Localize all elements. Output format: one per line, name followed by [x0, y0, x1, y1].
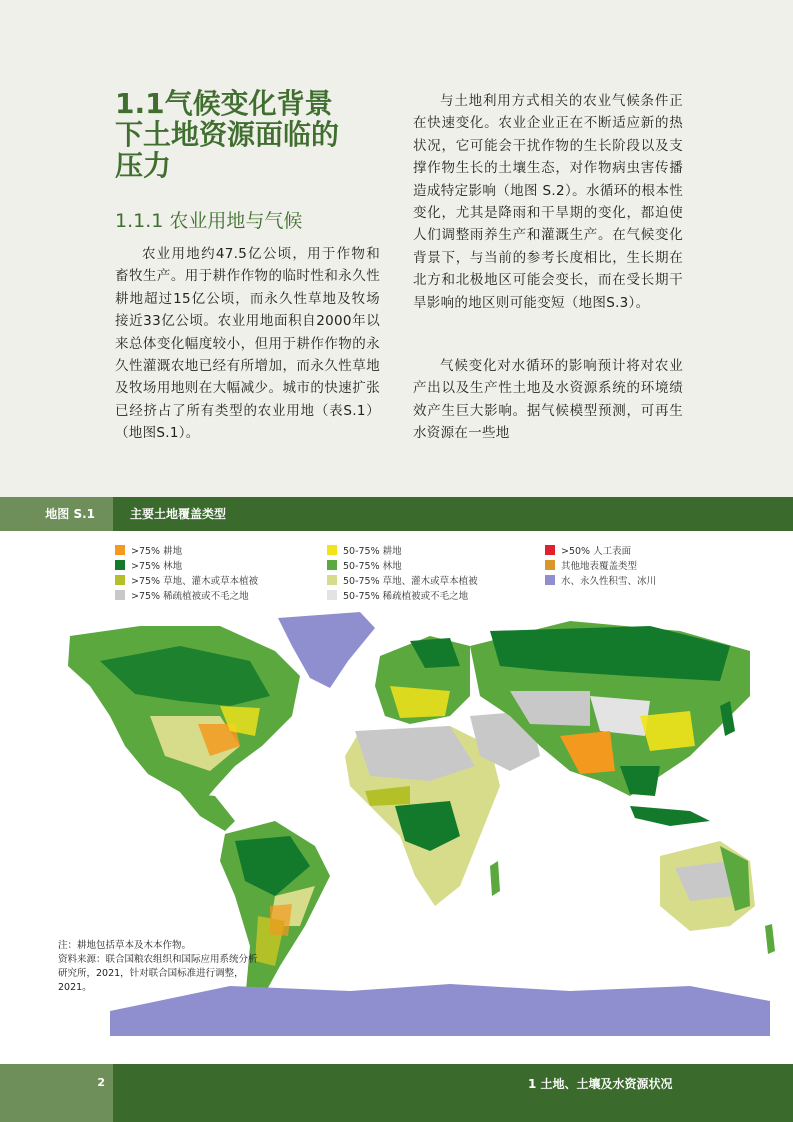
- legend-item: [327, 575, 478, 589]
- legend-label: >50% 人工表面: [561, 546, 632, 557]
- legend-swatch: [115, 575, 125, 585]
- legend-label: 50-75% 耕地: [343, 546, 402, 557]
- legend-item: [115, 590, 249, 604]
- paragraph-agricultural-land: 农业用地约47.5亿公顷，用于作物和畜牧生产。用于耕作作物的临时性和永久性耕地超过15亿公顷，而永久性草地及牧场接近33亿公顷。农业用地面积自2000年以来总体变化幅度较小，但用于耕作作物的永久性灌溉农地已经有所增加，而永久性草地及牧场用地则在大幅减少。城市的快速扩张已经挤占了所有类型的农业用地（表S.1）（地图S.1）。: [115, 246, 380, 442]
- legend-item: [327, 560, 402, 574]
- legend-swatch: [327, 575, 337, 585]
- legend-swatch: [545, 545, 555, 555]
- legend-swatch: [327, 560, 337, 570]
- text-section: [0, 0, 793, 497]
- legend-label: 其他地表覆盖类型: [561, 561, 638, 572]
- legend-item: [545, 560, 637, 574]
- legend-label: 50-75% 草地、灌木或草本植被: [343, 576, 478, 587]
- legend-label: >75% 草地、灌木或草本植被: [131, 576, 259, 587]
- legend-swatch: [327, 545, 337, 555]
- subsection-heading: 1.1.1 农业用地与气候: [115, 210, 303, 232]
- legend-swatch: [545, 560, 555, 570]
- paragraph-agroclimate: 与土地利用方式相关的农业气候条件正在快速变化。农业企业正在不断适应新的热状况，它可能会干扰作物的生长阶段以及支撑作物生长的土壤生态，对作物病虫害传播造成特定影响（地图 S.2）。水循环的根本性变化，尤其是降雨和干旱期的变化，都迫使人们调整雨养生产和灌溉生产。在气候变化背景下，与当前的参考长度相比，生长期在北方和北极地区可能会变长，而在受长期干旱影响的地区则可能变短（地图S.3）。: [413, 93, 683, 311]
- legend-item: [115, 560, 182, 574]
- legend-label: >75% 耕地: [131, 546, 183, 557]
- legend-label: 水、永久性积雪、冰川: [561, 576, 657, 587]
- map-title: 主要土地覆盖类型: [130, 507, 227, 521]
- chapter-title: 1 土地、土壤及水资源状况: [528, 1077, 673, 1091]
- legend-item: [545, 575, 656, 589]
- legend-item: [115, 575, 258, 589]
- legend-label: >75% 稀疏植被或不毛之地: [131, 591, 249, 602]
- legend-label: >75% 林地: [131, 561, 183, 572]
- legend-item: [327, 545, 402, 559]
- legend-swatch: [545, 575, 555, 585]
- paragraph-water-cycle: 气候变化对水循环的影响预计将对农业产出以及生产性土地及水资源系统的环境绩效产生巨大影响。据气候模型预测，可再生水资源在一些地: [413, 358, 683, 442]
- legend-swatch: [115, 590, 125, 600]
- map-note: 注：耕地包括草本及木本作物。 资料来源：联合国粮农组织和国际应用系统分析研究所，2021，针对联合国标准进行调整，2021。: [58, 940, 258, 993]
- legend-item: [545, 545, 631, 559]
- legend-swatch: [327, 590, 337, 600]
- map-tag: 地图 S.1: [0, 497, 113, 531]
- legend-swatch: [115, 545, 125, 555]
- map-title-bar: [0, 497, 793, 531]
- page-footer: [0, 1064, 793, 1122]
- map-panel: [0, 531, 793, 1064]
- legend-label: 50-75% 稀疏植被或不毛之地: [343, 591, 469, 602]
- legend-item: [327, 590, 468, 604]
- legend-item: [115, 545, 182, 559]
- page-number: 2: [0, 1064, 113, 1122]
- section-heading: 1.1气候变化背景下土地资源面临的压力: [115, 87, 340, 182]
- legend-swatch: [115, 560, 125, 570]
- legend-label: 50-75% 林地: [343, 561, 402, 572]
